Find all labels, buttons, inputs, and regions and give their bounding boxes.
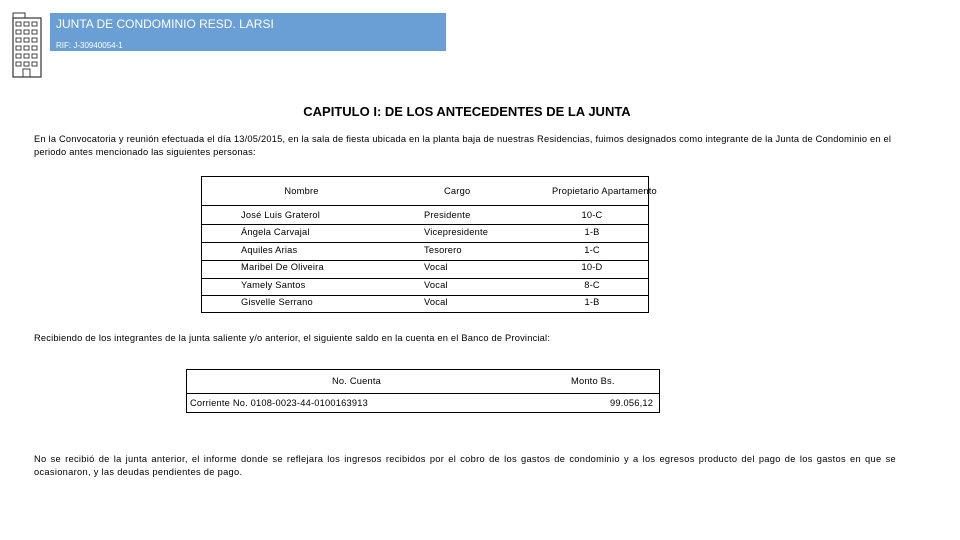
member-apartment: 1-C — [584, 244, 600, 255]
table-row — [201, 206, 649, 224]
note-paragraph: No se recibió de la junta anterior, el informe donde se reflejara los ingresos recibidos por el cobro de los gastos de condominio y a los egresos producto del pago de los gastos en que se ocasionaron, y las deudas pendientes de pago. — [34, 454, 896, 477]
member-role: Vocal — [424, 262, 448, 273]
header-banner — [50, 13, 446, 51]
member-role: Vocal — [424, 279, 448, 290]
table-row — [201, 224, 649, 242]
receipt-paragraph: Recibiendo de los integrantes de la junta saliente y/o anterior, el siguiente saldo en la cuenta en el Banco de Provincial: — [34, 333, 551, 343]
table-row — [201, 276, 649, 294]
member-apartment: 8-C — [584, 279, 600, 290]
members-table — [201, 176, 657, 311]
member-role: Vicepresidente — [424, 227, 489, 238]
condominium-title: JUNTA DE CONDOMINIO RESD. LARSI — [56, 17, 274, 31]
member-name: Ángela Carvajal — [241, 227, 310, 238]
account-number: Corriente No. 0108-0023-44-0100163913 — [190, 398, 368, 408]
building-icon — [12, 12, 42, 78]
table-row — [201, 259, 649, 277]
table-row — [201, 241, 649, 259]
header-apartment-label: Propietario Apartamento — [552, 186, 657, 196]
member-apartment: 10-D — [581, 262, 603, 273]
member-apartment: 1-B — [584, 297, 600, 308]
member-name: Maribel De Oliveira — [241, 262, 324, 273]
account-amount: 99.056,12 — [610, 398, 654, 408]
member-name: José Luis Graterol — [241, 209, 321, 220]
header-account: No. Cuenta — [332, 376, 382, 386]
table-row — [201, 294, 649, 312]
header-amount: Monto Bs. — [571, 376, 615, 386]
chapter-title: CAPITULO I: DE LOS ANTECEDENTES DE LA JUNTA — [303, 104, 631, 119]
rif-number: RIF: J-30940054-1 — [56, 41, 123, 50]
header-role: Cargo — [444, 186, 471, 196]
table-header-row — [201, 176, 649, 206]
member-apartment: 10-C — [581, 209, 603, 220]
member-name: Gisvelle Serrano — [241, 297, 313, 308]
intro-paragraph: En la Convocatoria y reunión efectuada el día 13/05/2015, en la sala de fiesta ubicada en la planta baja de nuestras Residencias, fuimos designados como integrante de la Junta de Condominio en el periodo antes mencionado las siguientes personas: — [34, 134, 892, 157]
header-apartment — [535, 176, 657, 206]
member-role: Vocal — [424, 297, 448, 308]
member-name: Yamely Santos — [241, 279, 306, 290]
member-role: Presidente — [424, 209, 471, 220]
header-name: Nombre — [284, 186, 319, 196]
member-role: Tesorero — [424, 244, 462, 255]
member-apartment: 1-B — [584, 227, 600, 238]
member-name: Aquiles Arias — [241, 244, 298, 255]
